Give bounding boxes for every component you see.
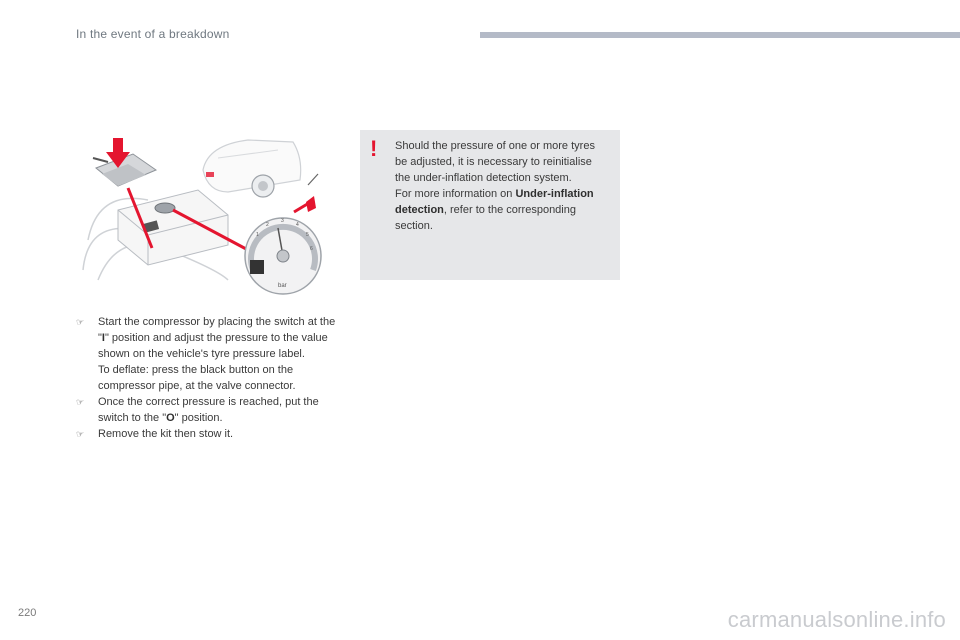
list-item <box>76 426 338 442</box>
list-item <box>76 394 338 426</box>
watermark: carmanualsonline.info <box>727 607 946 632</box>
step-note: To deflate: press the black button on the compressor pipe, at the valve connector. <box>98 364 296 392</box>
gauge-tick-label: 1 <box>256 232 259 238</box>
page-number: 220 <box>18 607 37 619</box>
compressor-gauge-drawing <box>78 130 340 300</box>
step-text <box>98 394 338 426</box>
step-text-prefix: Start the compressor by placing the switch at the " <box>98 316 336 344</box>
list-item <box>76 314 338 394</box>
step-text-bold: O <box>166 412 175 424</box>
warning-link-text: Under-inflation detection <box>395 188 594 216</box>
gauge-tick-label: 2 <box>266 222 269 228</box>
warning-text-suffix: , refer to the corresponding section. <box>395 204 576 232</box>
compressor-illustration <box>78 130 340 300</box>
step-text-suffix: " position. <box>174 412 223 424</box>
pointing-hand-icon: ☞ <box>76 317 85 327</box>
gauge-tick-label: 3 <box>281 218 284 224</box>
warning-text <box>395 138 610 234</box>
instruction-steps <box>76 314 338 442</box>
gauge-button <box>250 260 264 274</box>
gauge-tick-label: 4 <box>296 222 299 228</box>
exclamation-icon: ! <box>370 136 378 161</box>
step-text-prefix: Once the correct pressure is reached, put the switch to the " <box>98 396 319 424</box>
warning-text-prefix: For more information on <box>395 188 516 200</box>
warning-box <box>360 130 620 280</box>
step-text <box>98 314 338 362</box>
gauge-tick-label: 6 <box>310 246 313 252</box>
step-text-suffix: " position and adjust the pressure to the value shown on the vehicle's tyre pressure label. <box>98 332 328 360</box>
gauge-tick-label: 5 <box>306 232 309 238</box>
pointing-hand-icon: ☞ <box>76 397 85 407</box>
warning-line: Should the pressure of one or more tyres be adjusted, it is necessary to reinitialise the under-inflation detection system. <box>395 140 595 184</box>
pointing-hand-icon: ☞ <box>76 429 85 439</box>
compressor-dial <box>155 203 175 213</box>
section-title: In the event of a breakdown <box>76 27 230 41</box>
header-rule <box>480 32 960 38</box>
step-text-bold: I <box>101 332 105 344</box>
step-text: Remove the kit then stow it. <box>98 428 234 440</box>
gauge-unit-label: bar <box>278 283 287 289</box>
warning-line <box>395 186 610 234</box>
